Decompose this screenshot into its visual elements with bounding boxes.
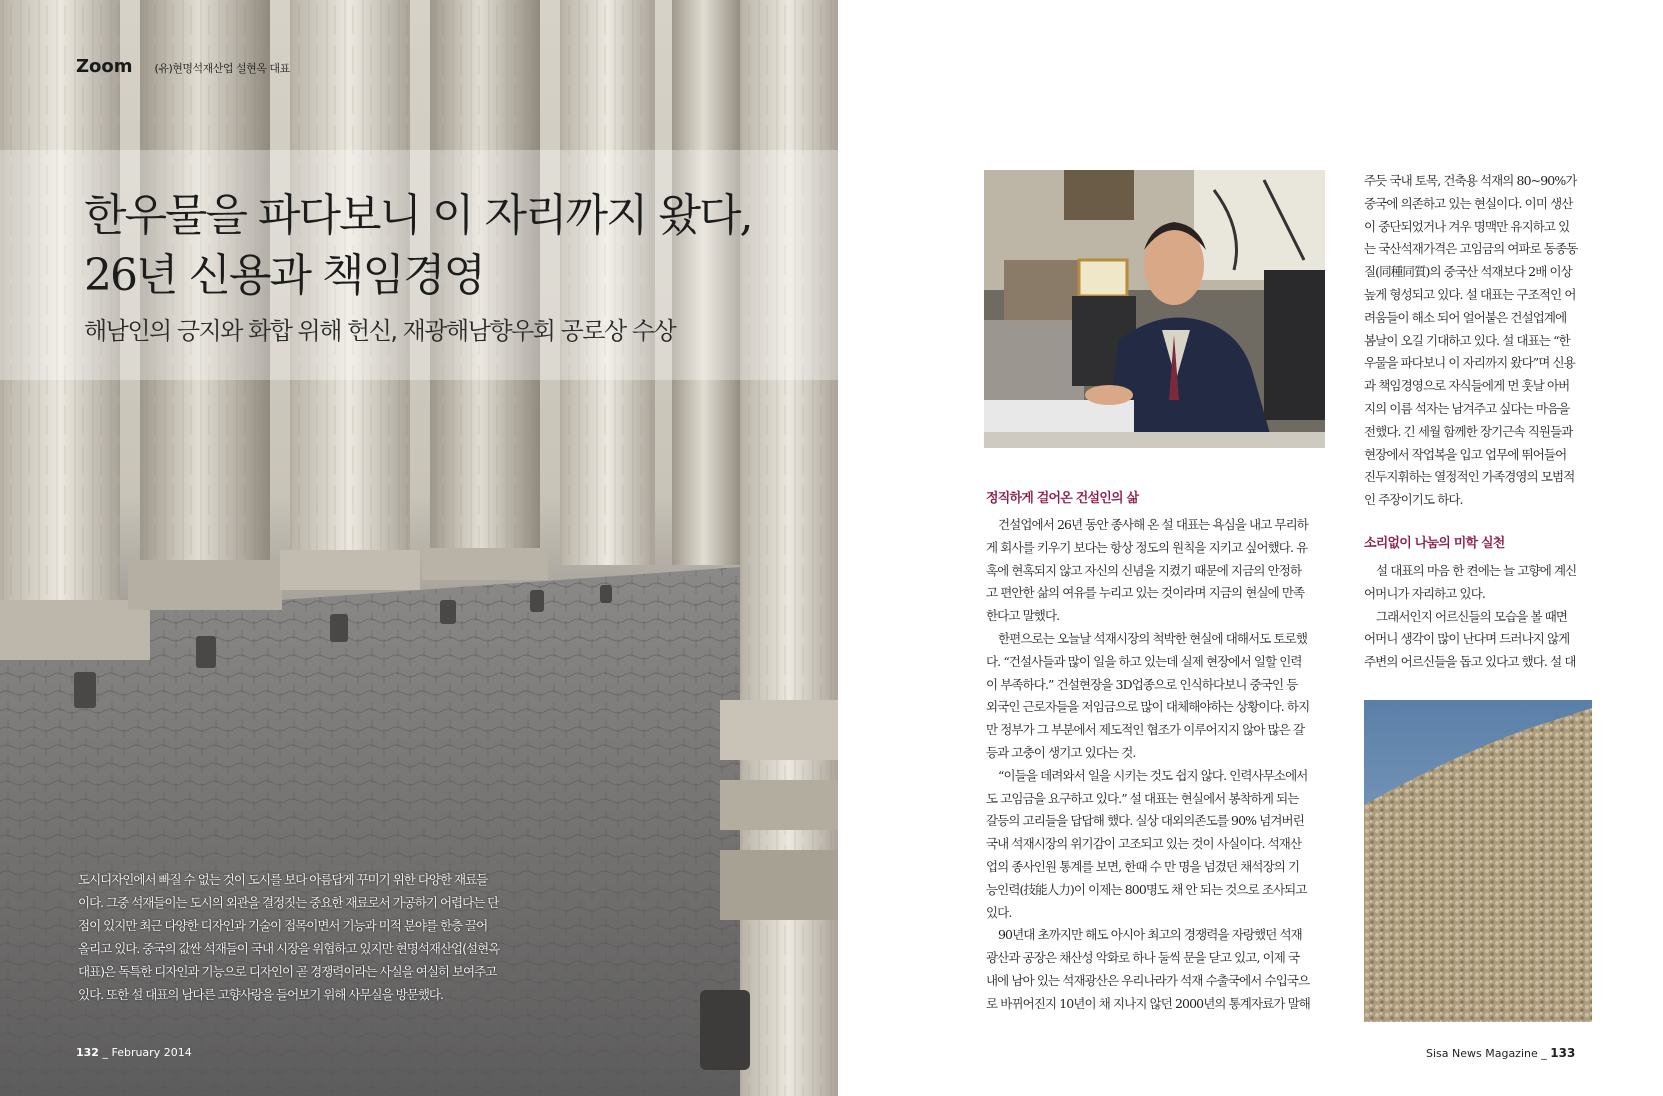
- text-line: 전했다. 긴 세월 함께한 장기근속 직원들과: [1364, 423, 1573, 439]
- body-column-3: [1364, 560, 1594, 674]
- text-line: 고 편안한 삶의 여유를 누리고 있는 것이라며 지금의 현실에 만족: [986, 585, 1305, 601]
- text-line: 갈등의 고리들을 답답해 했다. 실상 대외의존도를 90% 넘겨버린: [986, 813, 1304, 829]
- text-line: 인 주장이기도 하다.: [1364, 492, 1463, 508]
- intro-line: 이다. 그중 석재들이는 도시의 외관을 결정짓는 중요한 재료로서 가공하기 어렵다는 단: [78, 895, 499, 910]
- folio-right: [1426, 1046, 1575, 1060]
- article-subheadline: 해남인의 긍지와 화합 위해 헌신, 재광해남향우회 공로상 수상: [84, 317, 676, 345]
- text-line: 다. “건설사들과 많이 일을 하고 있는데 실제 현장에서 일할 인력: [986, 653, 1302, 669]
- text-line: 한다고 말했다.: [986, 608, 1060, 624]
- paragraph: [986, 514, 1326, 628]
- page-number: 132: [76, 1046, 99, 1059]
- portrait-illustration: [984, 170, 1325, 448]
- text-line: 이 중단되었거나 겨우 명맥만 유지하고 있: [1364, 218, 1570, 234]
- article-headline: [84, 186, 824, 306]
- section-subtitle: (유)현명석재산업 설현옥 대표: [154, 62, 290, 75]
- text-line: 봄날이 오길 기대하고 있다. 설 대표는 “한: [1364, 332, 1570, 348]
- paragraph: [986, 628, 1326, 765]
- subheading-honest-life: 정직하게 걸어온 건설인의 삶: [986, 491, 1139, 506]
- paragraph: [986, 924, 1326, 1015]
- text-line: 지의 이름 석자는 남겨주고 싶다는 마음을: [1364, 400, 1570, 416]
- magazine-name: Sisa News Magazine _: [1426, 1047, 1551, 1060]
- intro-line: 올리고 있다. 중국의 값싼 석재들이 국내 시장을 위협하고 있지만 현명석재산업(설현옥: [78, 941, 500, 956]
- text-line: “이들을 데려와서 일을 시키는 것도 쉽지 않다. 인력사무소에서: [998, 767, 1308, 783]
- intro-line: 대표)은 독특한 디자인과 기능으로 디자인이 곧 경쟁력이라는 사실을 여실히 보여주고: [78, 964, 497, 979]
- text-line: 게 회사를 키우기 보다는 항상 정도의 원칙을 지키고 싶어했다. 유: [986, 539, 1308, 555]
- section-label: [76, 56, 290, 76]
- text-line: 광산과 공장은 채산성 악화로 하나 둘씩 문을 닫고 있고, 이제 국: [986, 950, 1300, 966]
- body-column-1: [986, 514, 1326, 1016]
- text-line: 현장에서 작업복을 입고 업무에 뛰어들어: [1364, 446, 1567, 462]
- text-line: 어머니가 자리하고 있다.: [1364, 585, 1485, 601]
- subheading-sharing: 소리없이 나눔의 미학 실천: [1364, 536, 1505, 551]
- gravel-illustration: [1364, 700, 1592, 1022]
- intro-line: 점이 있지만 최근 다양한 디자인과 기술이 접목이면서 기능과 미적 분야를 한층 끌어: [78, 918, 488, 933]
- text-line: 설 대표의 마음 한 켠에는 늘 고향에 계신: [1376, 563, 1577, 578]
- text-line: 어머니 생각이 많이 난다며 드러나지 않게: [1364, 631, 1570, 647]
- section-name: Zoom: [76, 56, 133, 77]
- text-line: 진두지휘하는 열정적인 가족경영의 모범적: [1364, 469, 1575, 485]
- gravel-pile-photo: [1364, 700, 1592, 1022]
- text-line: 국내 석재시장의 위기감이 고조되고 있는 것이 사실이다. 석재산: [986, 836, 1302, 852]
- paragraph: [1364, 560, 1594, 606]
- text-line: 우물을 파다보니 이 자리까지 왔다”며 신용: [1364, 355, 1575, 371]
- headline-line-1: 한우물을 파다보니 이 자리까지 왔다,: [84, 190, 752, 241]
- text-line: 질(同種同質)의 중국산 석재보다 2배 이상: [1364, 264, 1572, 280]
- text-line: 혹에 현혹되지 않고 자신의 신념을 지켰기 때문에 지금의 안정하: [986, 562, 1302, 578]
- intro-paragraph: [78, 868, 530, 1006]
- text-line: 높게 형성되고 있다. 설 대표는 구조적인 어: [1364, 286, 1576, 302]
- text-line: 업의 종사인원 통계를 보면, 한때 수 만 명을 넘겼던 채석장의 기: [986, 858, 1300, 874]
- text-line: 그래서인지 어르신들의 모습을 볼 때면: [1376, 608, 1568, 624]
- text-line: 주듯 국내 토목, 건축용 석재의 80~90%가: [1364, 173, 1577, 188]
- paragraph: [1364, 606, 1594, 674]
- text-line: 려움들이 해소 되어 얼어붙은 건설업계에: [1364, 309, 1567, 325]
- portrait-photo: [984, 170, 1325, 448]
- paragraph: [986, 765, 1326, 925]
- folio-date: _ February 2014: [102, 1046, 192, 1059]
- intro-line: 있다. 또한 설 대표의 남다른 고향사랑을 들어보기 위해 사무실을 방문했다.: [78, 987, 443, 1002]
- intro-line: 도시디자인에서 빠질 수 없는 것이 도시를 보다 아름답게 꾸미기 위한 다양한 재료들: [78, 872, 488, 887]
- folio-left: [76, 1046, 192, 1059]
- text-line: 있다.: [986, 904, 1012, 920]
- text-line: 과 책임경영으로 자식들에게 먼 훗날 아버: [1364, 378, 1570, 394]
- text-line: 는 국산석재가격은 고임금의 여파로 동종동: [1364, 241, 1578, 257]
- text-line: 건설업에서 26년 동안 종사해 온 설 대표는 욕심을 내고 무리하: [998, 517, 1308, 532]
- text-line: 한편으로는 오늘날 석재시장의 척박한 현실에 대해서도 토로했: [998, 630, 1307, 646]
- text-line: 등과 고충이 생기고 있다는 것.: [986, 744, 1136, 760]
- text-line: 만 정부가 그 부분에서 제도적인 협조가 이루어지지 않아 많은 갈: [986, 722, 1305, 738]
- text-line: 90년대 초까지만 해도 아시아 최고의 경쟁력을 자랑했던 석재: [998, 927, 1302, 943]
- text-line: 로 바뀌어진지 10년이 채 지나지 않던 2000년의 통계자료가 말해: [986, 995, 1310, 1011]
- text-line: 능인력(技能人力)이 이제는 800명도 채 안 되는 것으로 조사되고: [986, 881, 1307, 897]
- text-line: 외국인 근로자들을 저임금으로 많이 대체해야하는 상황이다. 하지: [986, 699, 1310, 715]
- body-column-2: [1364, 170, 1594, 512]
- text-line: 도 고임금을 요구하고 있다.” 설 대표는 현실에서 봉착하게 되는: [986, 790, 1299, 806]
- text-line: 내에 남아 있는 석재광산은 우리나라가 석재 수출국에서 수입국으: [986, 972, 1310, 988]
- text-line: 중국에 의존하고 있는 현실이다. 이미 생산: [1364, 195, 1573, 211]
- page-number: 133: [1550, 1046, 1576, 1060]
- text-line: 주변의 어르신들을 돕고 있다고 했다. 설 대: [1364, 654, 1576, 670]
- text-line: 이 부족하다.” 건설현장을 3D업종으로 인식하다보니 중국인 등: [986, 676, 1298, 692]
- headline-line-2: 26년 신용과 책임경영: [84, 250, 484, 301]
